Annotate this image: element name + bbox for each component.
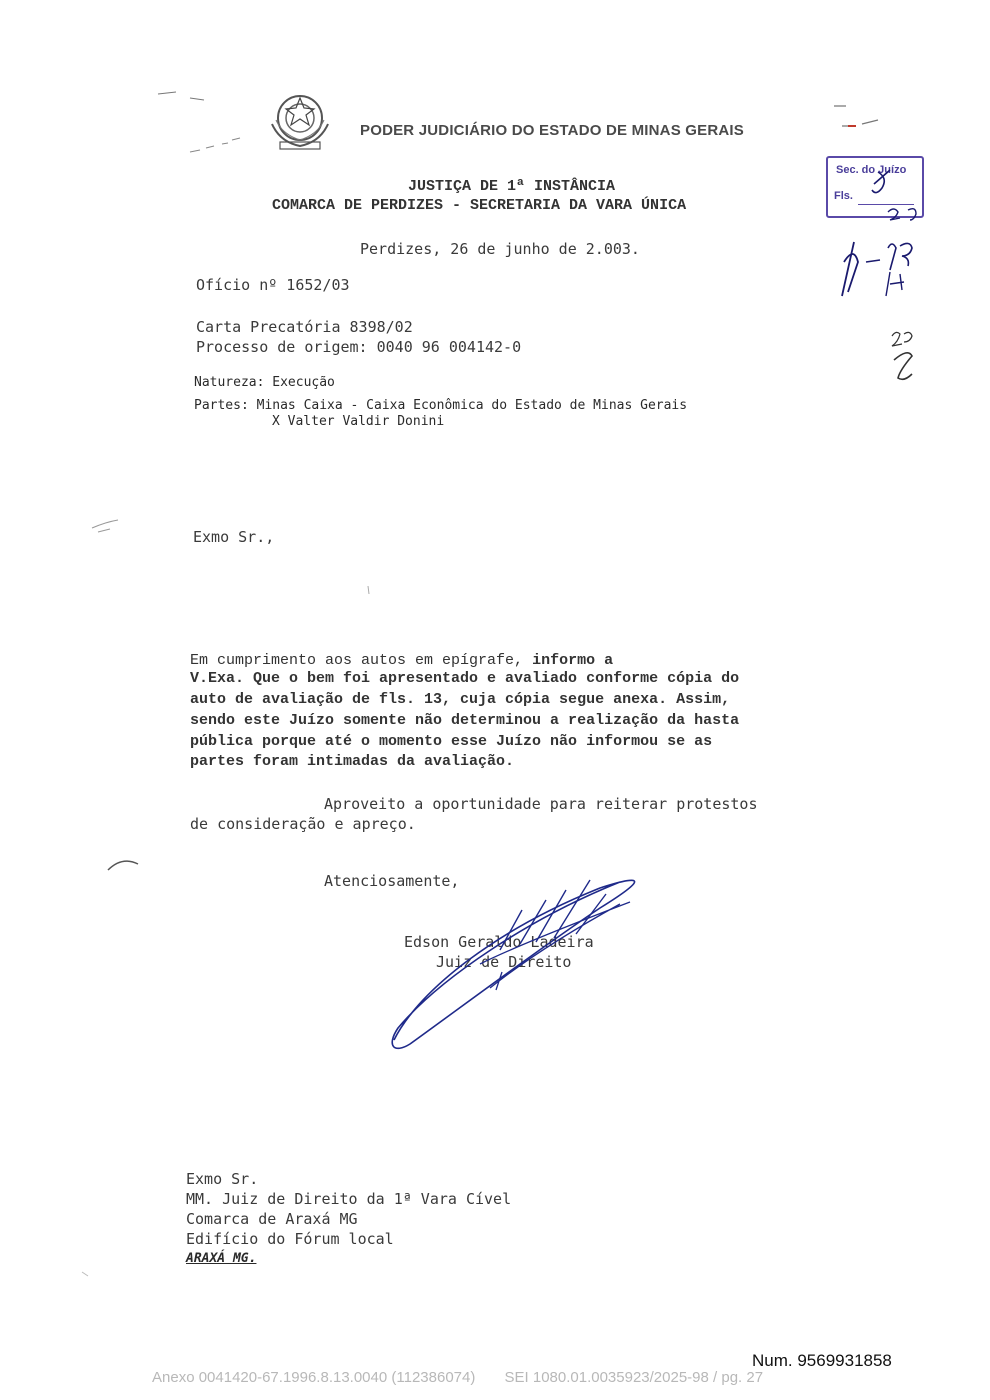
city-and-date: Perdizes, 26 de junho de 2.003. — [360, 240, 640, 258]
stamp-sector-label: Sec. do Juízo — [836, 164, 907, 176]
paragraph-1-line-1-bold: informo a — [523, 652, 614, 669]
paragraph-1-line-2: V.Exa. Que o bem foi apresentado e avaliado conforme cópia do — [190, 670, 740, 687]
document-number: Num. 9569931858 — [752, 1351, 892, 1370]
signatory-name: Edson Geraldo Ladeira — [404, 933, 594, 951]
partes-line-1: Partes: Minas Caixa - Caixa Econômica do Estado de Minas Gerais — [194, 398, 688, 413]
signatory-role: Juiz de Direito — [436, 953, 572, 971]
addressee-city: ARAXÁ MG. — [186, 1251, 257, 1266]
page-footer: Anexo 0041420-67.1996.8.13.0040 (112386074) SEI 1080.01.0035923/2025-98 / pg. 27 — [152, 1369, 764, 1386]
stamp-fls-label: Fls. — [834, 190, 853, 202]
carta-precatoria: Carta Precatória 8398/02 — [196, 318, 413, 336]
salutation: Exmo Sr., — [193, 528, 275, 546]
addressee-line-4: Edifício do Fórum local — [186, 1230, 394, 1248]
processo-origem: Processo de origem: 0040 96 004142-0 — [196, 338, 522, 356]
addressee-line-1: Exmo Sr. — [186, 1170, 259, 1188]
paragraph-1-line-3: auto de avaliação de fls. 13, cuja cópia segue anexa. Assim, — [190, 691, 731, 708]
paragraph-1-line-1 — [190, 652, 613, 669]
court-header-title: PODER JUDICIÁRIO DO ESTADO DE MINAS GERAIS — [360, 122, 744, 139]
handwritten-folio-annotations — [830, 150, 950, 390]
instance-heading: JUSTIÇA DE 1ª INSTÂNCIA — [408, 178, 616, 195]
paragraph-1-line-1-plain: Em cumprimento aos autos em epígrafe, — [190, 652, 524, 669]
paragraph-2-line-1: Aproveito a oportunidade para reiterar protestos — [324, 795, 758, 813]
partes-line-2: X Valter Valdir Donini — [272, 414, 445, 429]
addressee-line-2: MM. Juiz de Direito da 1ª Vara Cível — [186, 1190, 512, 1208]
comarca-heading: COMARCA DE PERDIZES - SECRETARIA DA VARA ÚNICA — [272, 197, 687, 214]
addressee-line-3: Comarca de Araxá MG — [186, 1210, 358, 1228]
paragraph-1-line-6: partes foram intimadas da avaliação. — [190, 753, 515, 770]
brazil-coat-of-arms-icon — [262, 90, 338, 154]
paragraph-2-line-2: de consideração e apreço. — [190, 815, 416, 833]
natureza: Natureza: Execução — [194, 375, 335, 390]
closing: Atenciosamente, — [324, 872, 460, 890]
oficio-number: Ofício nº 1652/03 — [196, 276, 350, 294]
paragraph-1-line-5: pública porque até o momento esse Juízo não informou se as — [190, 733, 713, 750]
handwritten-signature — [380, 868, 660, 1058]
paragraph-1-line-4: sendo este Juízo somente não determinou a realização da hasta — [190, 712, 740, 729]
